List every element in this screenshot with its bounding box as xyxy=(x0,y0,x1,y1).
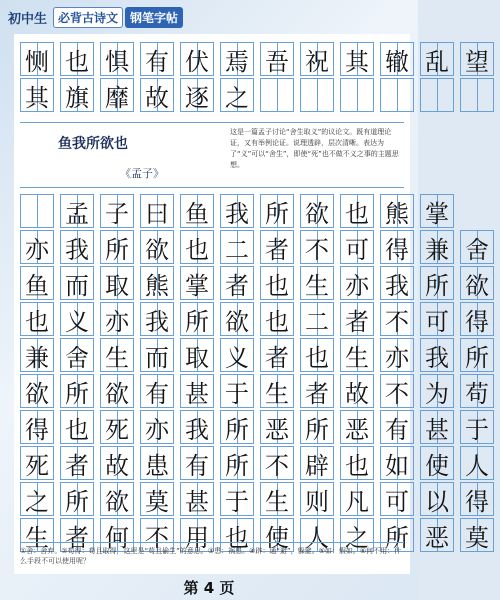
practice-cell: 鱼 xyxy=(20,266,54,300)
practice-cell xyxy=(460,78,494,112)
practice-cell: 于 xyxy=(460,410,494,444)
practice-cell: 欲 xyxy=(100,374,134,408)
practice-row xyxy=(20,302,500,338)
practice-cell: 可 xyxy=(420,302,454,336)
practice-cell: 有 xyxy=(140,374,174,408)
practice-cell: 子 xyxy=(100,194,134,228)
practice-cell: 生 xyxy=(340,338,374,372)
practice-row xyxy=(20,78,500,114)
practice-cell xyxy=(260,78,294,112)
practice-cell: 也 xyxy=(220,518,254,552)
practice-cell: 熊 xyxy=(140,266,174,300)
practice-cell: 者 xyxy=(220,266,254,300)
practice-cell: 掌 xyxy=(420,194,454,228)
practice-cell: 不 xyxy=(300,230,334,264)
practice-cell: 亦 xyxy=(20,230,54,264)
practice-cell: 也 xyxy=(20,302,54,336)
practice-cell: 恶 xyxy=(260,410,294,444)
practice-cell xyxy=(340,78,374,112)
practice-row xyxy=(20,446,500,482)
practice-cell: 得 xyxy=(460,302,494,336)
practice-cell: 之 xyxy=(340,518,374,552)
poem-title: 鱼我所欲也 xyxy=(58,136,128,152)
practice-cell: 为 xyxy=(420,374,454,408)
practice-cell: 取 xyxy=(180,338,214,372)
practice-cell: 所 xyxy=(220,410,254,444)
practice-cell: 也 xyxy=(260,302,294,336)
practice-cell: 生 xyxy=(100,338,134,372)
practice-cell: 我 xyxy=(380,266,414,300)
practice-cell: 者 xyxy=(260,338,294,372)
practice-cell: 孟 xyxy=(60,194,94,228)
practice-cell: 生 xyxy=(300,266,334,300)
practice-cell: 有 xyxy=(140,42,174,76)
practice-cell: 辟 xyxy=(300,446,334,480)
practice-cell: 旗 xyxy=(60,78,94,112)
practice-cell: 不 xyxy=(140,518,174,552)
practice-cell: 也 xyxy=(260,266,294,300)
practice-cell: 甚 xyxy=(180,374,214,408)
practice-row xyxy=(20,230,500,266)
practice-cell: 生 xyxy=(260,482,294,516)
practice-cell: 用 xyxy=(180,518,214,552)
practice-cell: 有 xyxy=(380,410,414,444)
practice-cell: 亦 xyxy=(380,338,414,372)
practice-cell: 也 xyxy=(180,230,214,264)
practice-cell: 所 xyxy=(460,338,494,372)
practice-cell: 于 xyxy=(220,374,254,408)
practice-cell: 不 xyxy=(380,302,414,336)
practice-cell: 所 xyxy=(220,446,254,480)
brush-badge: 钢笔字帖 xyxy=(125,7,183,28)
practice-cell: 二 xyxy=(220,230,254,264)
practice-cell: 故 xyxy=(340,374,374,408)
practice-row xyxy=(20,194,460,230)
practice-cell: 使 xyxy=(420,446,454,480)
practice-cell: 者 xyxy=(340,302,374,336)
practice-cell: 亦 xyxy=(140,410,174,444)
practice-cell: 何 xyxy=(100,518,134,552)
practice-cell: 欲 xyxy=(220,302,254,336)
page-number: 第 4 页 xyxy=(183,579,235,597)
copybook-page xyxy=(14,34,489,574)
practice-cell: 也 xyxy=(60,42,94,76)
practice-cell: 得 xyxy=(380,230,414,264)
practice-cell: 不 xyxy=(380,374,414,408)
practice-cell: 欲 xyxy=(460,266,494,300)
practice-cell: 辙 xyxy=(380,42,414,76)
intro-note: 这是一篇孟子讨论“舍生取义”的议论文。既有道理论证，又有举例论证。说理透辟，层次清晰。表达为了“义”可以“舍生”，即使“死”也不做不义之事的主题思想。 xyxy=(230,128,399,169)
practice-cell: 而 xyxy=(140,338,174,372)
practice-cell: 熊 xyxy=(380,194,414,228)
practice-cell: 恻 xyxy=(20,42,54,76)
practice-cell: 人 xyxy=(460,446,494,480)
practice-cell: 所 xyxy=(300,410,334,444)
practice-cell: 我 xyxy=(180,410,214,444)
practice-cell: 之 xyxy=(220,78,254,112)
practice-cell: 鱼 xyxy=(180,194,214,228)
practice-cell: 恶 xyxy=(340,410,374,444)
practice-cell: 人 xyxy=(300,518,334,552)
practice-cell: 欲 xyxy=(100,482,134,516)
practice-cell: 兼 xyxy=(20,338,54,372)
practice-cell: 恶 xyxy=(420,518,454,552)
practice-cell: 其 xyxy=(340,42,374,76)
practice-cell: 逐 xyxy=(180,78,214,112)
practice-cell: 乱 xyxy=(420,42,454,76)
practice-cell: 者 xyxy=(260,230,294,264)
practice-cell: 义 xyxy=(220,338,254,372)
practice-cell: 所 xyxy=(380,518,414,552)
practice-row xyxy=(20,338,500,374)
practice-cell: 欲 xyxy=(20,374,54,408)
practice-cell: 甚 xyxy=(180,482,214,516)
practice-cell: 所 xyxy=(260,194,294,228)
practice-cell: 苟 xyxy=(460,374,494,408)
practice-cell: 所 xyxy=(180,302,214,336)
practice-cell: 所 xyxy=(420,266,454,300)
practice-cell: 不 xyxy=(260,446,294,480)
practice-cell: 也 xyxy=(340,446,374,480)
practice-cell: 凡 xyxy=(340,482,374,516)
practice-cell: 亦 xyxy=(340,266,374,300)
practice-cell: 亦 xyxy=(100,302,134,336)
practice-cell: 惧 xyxy=(100,42,134,76)
practice-cell: 所 xyxy=(60,374,94,408)
poem-intro xyxy=(20,122,404,188)
practice-cell: 得 xyxy=(460,482,494,516)
practice-cell: 故 xyxy=(140,78,174,112)
practice-cell: 也 xyxy=(60,410,94,444)
practice-cell: 甚 xyxy=(420,410,454,444)
practice-cell: 兼 xyxy=(420,230,454,264)
practice-cell: 二 xyxy=(300,302,334,336)
practice-cell: 所 xyxy=(60,482,94,516)
practice-row xyxy=(20,410,500,446)
practice-cell: 吾 xyxy=(260,42,294,76)
practice-cell: 取 xyxy=(100,266,134,300)
topic-badge: 必背古诗文 xyxy=(53,7,123,28)
practice-cell: 者 xyxy=(60,446,94,480)
practice-cell: 生 xyxy=(20,518,54,552)
practice-cell: 靡 xyxy=(100,78,134,112)
practice-cell: 使 xyxy=(260,518,294,552)
practice-cell: 舍 xyxy=(60,338,94,372)
book-header xyxy=(0,0,418,34)
practice-cell: 我 xyxy=(140,302,174,336)
practice-cell: 其 xyxy=(20,78,54,112)
practice-cell: 死 xyxy=(100,410,134,444)
practice-cell: 舍 xyxy=(460,230,494,264)
practice-cell: 有 xyxy=(180,446,214,480)
practice-cell: 曰 xyxy=(140,194,174,228)
practice-cell: 望 xyxy=(460,42,494,76)
practice-cell: 而 xyxy=(60,266,94,300)
practice-cell: 以 xyxy=(420,482,454,516)
footnotes: ①舍：舍弃。②苟得：苟且取得，这里是“苟且偷生”的意思。③患：祸患。④辟：通“避”，躲避。⑤如：假如。⑥何不用：什么手段不可以使用呢？ xyxy=(20,542,404,572)
practice-cell: 患 xyxy=(140,446,174,480)
practice-cell xyxy=(380,78,414,112)
practice-cell: 莫 xyxy=(460,518,494,552)
practice-cell xyxy=(20,194,54,228)
practice-cell: 如 xyxy=(380,446,414,480)
practice-cell xyxy=(420,78,454,112)
practice-cell xyxy=(300,78,334,112)
practice-cell: 欲 xyxy=(140,230,174,264)
practice-cell: 义 xyxy=(60,302,94,336)
practice-cell: 掌 xyxy=(180,266,214,300)
poem-author: 《孟子》 xyxy=(120,167,164,180)
practice-cell: 也 xyxy=(340,194,374,228)
practice-row xyxy=(20,266,500,302)
practice-cell: 莫 xyxy=(140,482,174,516)
practice-cell: 所 xyxy=(100,230,134,264)
series-label: 初中生 xyxy=(8,11,48,27)
practice-row xyxy=(20,482,500,518)
practice-cell: 伏 xyxy=(180,42,214,76)
practice-cell: 者 xyxy=(60,518,94,552)
practice-row xyxy=(20,374,500,410)
practice-cell: 之 xyxy=(20,482,54,516)
practice-cell: 我 xyxy=(60,230,94,264)
practice-cell: 故 xyxy=(100,446,134,480)
practice-cell: 于 xyxy=(220,482,254,516)
practice-cell: 生 xyxy=(260,374,294,408)
practice-cell: 可 xyxy=(340,230,374,264)
practice-cell: 则 xyxy=(300,482,334,516)
practice-cell: 得 xyxy=(20,410,54,444)
practice-cell: 祝 xyxy=(300,42,334,76)
practice-cell: 者 xyxy=(300,374,334,408)
practice-cell: 也 xyxy=(300,338,334,372)
practice-cell: 焉 xyxy=(220,42,254,76)
practice-row xyxy=(20,42,500,78)
practice-cell: 我 xyxy=(220,194,254,228)
practice-cell: 死 xyxy=(20,446,54,480)
practice-cell: 可 xyxy=(380,482,414,516)
practice-cell: 欲 xyxy=(300,194,334,228)
practice-cell: 我 xyxy=(420,338,454,372)
